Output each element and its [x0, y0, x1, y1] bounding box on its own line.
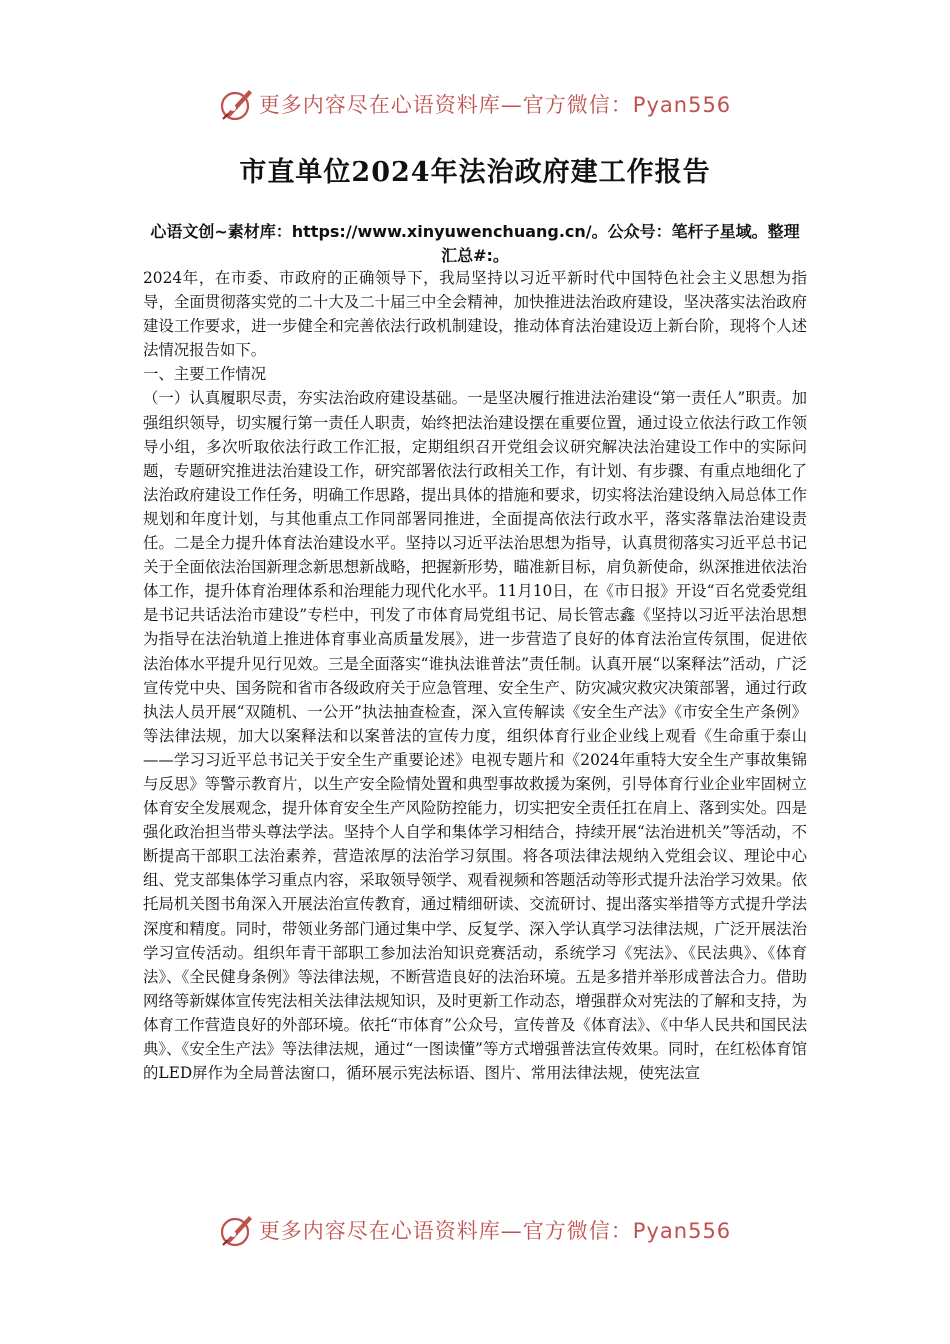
- banner-text: 更多内容尽在心语资料库—官方微信：Pyan556: [258, 1219, 732, 1243]
- section-heading: 一、主要工作情况: [143, 365, 267, 384]
- quill-pen-logo-icon: [219, 1212, 255, 1248]
- source-line: 心语文创~素材库：https://www.xinyuwenchuang.cn/。公众号：笔杆子星域。整理汇总#:。: [150, 222, 800, 265]
- quill-pen-logo-icon: [219, 86, 255, 122]
- document-title: 市直单位2024年法治政府建工作报告: [239, 157, 711, 188]
- body-paragraph: （一）认真履职尽责，夯实法治政府建设基础。一是坚决履行推进法治建设“第一责任人”职责。加强组织领导，切实履行第一责任人职责，始终把法治建设摆在重要位置，通过设立依法行政工作领导小组，多次听取依法行政工作汇报，定期组织召开党组会议研究解决法治建设工作中的实际问题，专题研究推进法治建设工作，研究部署依法行政相关工作，有计划、有步骤、有重点地细化了法治政府建设工作任务，明确工作思路，提出具体的措施和要求，切实将法治建设纳入局总体工作规划和年度计划，与其他重点工作同部署同推进，全面提高依法行政水平，落实落靠法治建设责任。二是全力提升体育法治建设水平。坚持以习近平法治思想为指导，认真贯彻落实习近平总书记关于全面依法治国新理念新思想新战略，把握新形势，瞄准新目标，肩负新使命，纵深推进依法治体工作，提升体育治理体系和治理能力现代化水平。11月10日，在《市日报》开设“百名党委党组是书记共话法治市建设”专栏中，刊发了市体育局党组书记、局长管志鑫《坚持以习近平法治思想为指导在法治轨道上推进体育事业高质量发展》，进一步营造了良好的体育法治宣传氛围，促进依法治体水平提升见行见效。三是全面落实“谁执法谁普法”责任制。认真开展“以案释法”活动，广泛宣传党中央、国务院和省市各级政府关于应急管理、安全生产、防灾减灾救灾决策部署，通过行政执法人员开展“双随机、一公开”执法抽查检查，深入宣传解读《安全生产法》《市安全生产条例》等法律法规，加大以案释法和以案普法的宣传力度，组织体育行业企业线上观看《生命重于泰山——学习习近平总书记关于安全生产重要论述》电视专题片和《2024年重特大安全生产事故集锦与反思》等警示教育片，以生产安全险情处置和典型事故救援为案例，引导体育行业企业牢固树立体育安全发展观念，提升体育安全生产风险防控能力，切实把安全责任扛在肩上、落到实处。四是强化政治担当带头尊法学法。坚持个人自学和集体学习相结合，持续开展“法治进机关”等活动，不断提高干部职工法治素养，营造浓厚的法治学习氛围。将各项法律法规纳入党组会议、理论中心组、党支部集体学习重点内容，采取领导领学、观看视频和答题活动等形式提升法治学习效果。依托局机关图书角深入开展法治宣传教育，通过精细研读、交流研讨、提出落实举措等方式提升学法深度和精度。同时，带领业务部门通过集中学、反复学、深入学认真学习法律法规，广泛开展法治学习宣传活动。组织年青干部职工参加法治知识竞赛活动，系统学习《宪法》、《民法典》、《体育法》、《全民健身条例》等法律法规，不断营造良好的法治环境。五是多措并举形成普法合力。借助网络等新媒体宣传宪法相关法律法规知识，及时更新工作动态，增强群众对宪法的了解和支持，为体育工作营造良好的外部环境。依托“市体育”公众号，宣传普及《体育法》、《中华人民共和国民法典》、《安全生产法》等法律法规，通过“一图读懂”等方式增强普法宣传效果。同时，在红松体育馆的LED屏作为全局普法窗口，循环展示宪法标语、图片、常用法律法规，使宪法宣: [143, 389, 807, 1083]
- footer-banner: [0, 1208, 950, 1252]
- header-banner: [0, 82, 950, 126]
- intro-paragraph: 2024年，在市委、市政府的正确领导下，我局坚持以习近平新时代中国特色社会主义思想为指导，全面贯彻落实党的二十大及二十届三中全会精神，加快推进法治政府建设，坚决落实法治政府建设工作要求，进一步健全和完善依法行政机制建设，推动体育法治建设迈上新台阶，现将个人述法情况报告如下。: [143, 269, 807, 360]
- document-body: [143, 266, 807, 1085]
- banner-text: 更多内容尽在心语资料库—官方微信：Pyan556: [258, 93, 732, 117]
